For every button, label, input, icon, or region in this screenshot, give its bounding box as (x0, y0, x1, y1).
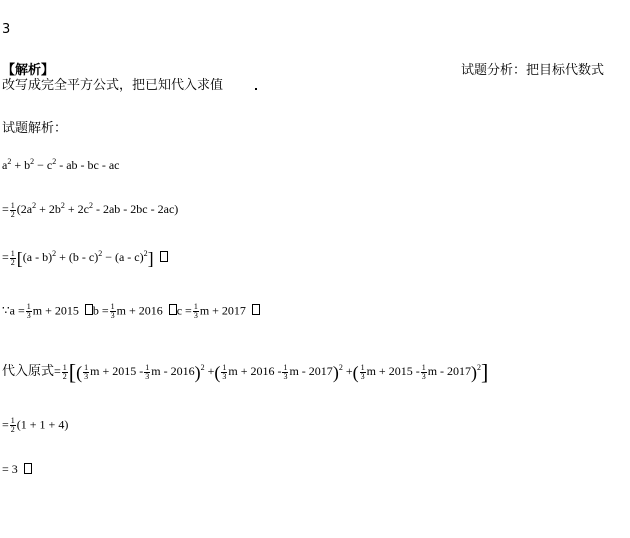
solution-label: 试题解析： (2, 121, 68, 136)
half-fraction: $\frac{1}{2}$ (10, 200, 15, 219)
final-result: = 3 (2, 462, 18, 476)
half-fraction: $\frac{1}{2}$ (10, 248, 15, 267)
term-tail: - ab - bc - ac (59, 158, 120, 172)
equation-line-6: = $\frac{1}{2}$ (1 + 1 + 4) (2, 416, 69, 434)
equation-line-4: ∵a = $\frac{1}{3}$ m + 2015 b = $\frac{1}{3}$ m + 2016 c = $\frac{1}{3}$ m + 2017 (2, 303, 260, 320)
equation-line-7 (2, 462, 32, 477)
analysis-continuation: 改写成完全平方公式，把已知代入求值 (2, 78, 224, 93)
answer-value: 3 (2, 22, 11, 37)
equation-line-1: $a^2 + b^2 - c^2$ - ab - bc - ac (2, 157, 120, 172)
equation-line-2: = $\frac{1}{2}$ $(2a^2 + 2b^2 + 2c^2 - 2ab - 2bc - 2ac)$ (2, 200, 179, 219)
placeholder-box-icon (252, 304, 260, 315)
section-label: 【解析】 (2, 63, 55, 78)
equation-line-5: 代入原式= $\frac{1}{2}$ [( $\frac{1}{3}$ m + 2015 - $\frac{1}{3}$ m - 2016)$^2$ +( $\frac{1}{3}$ m + 2016 - $\frac{1}{3}$ m - 2017)$^2$ +( $\frac{1}{3}$ m + 2015 - $\frac{1}{3}$ m - 2017)$^2$] (2, 359, 489, 385)
placeholder-box-icon (169, 304, 177, 315)
placeholder-box-icon (160, 251, 168, 262)
term-a: a (2, 158, 8, 172)
substitute-label: 代入原式 (2, 364, 55, 379)
term-b: + b (14, 158, 31, 172)
trailing-dot (255, 88, 257, 90)
equation-line-3: = $\frac{1}{2}$ [(a - b)$^2$ + (b - c)$^2$ − (a - c)$^2$] (2, 249, 168, 267)
placeholder-box-icon (24, 463, 32, 474)
placeholder-box-icon (85, 304, 93, 315)
analysis-label: 试题分析：把目标代数式 (461, 63, 605, 78)
term-c: − c (37, 158, 53, 172)
